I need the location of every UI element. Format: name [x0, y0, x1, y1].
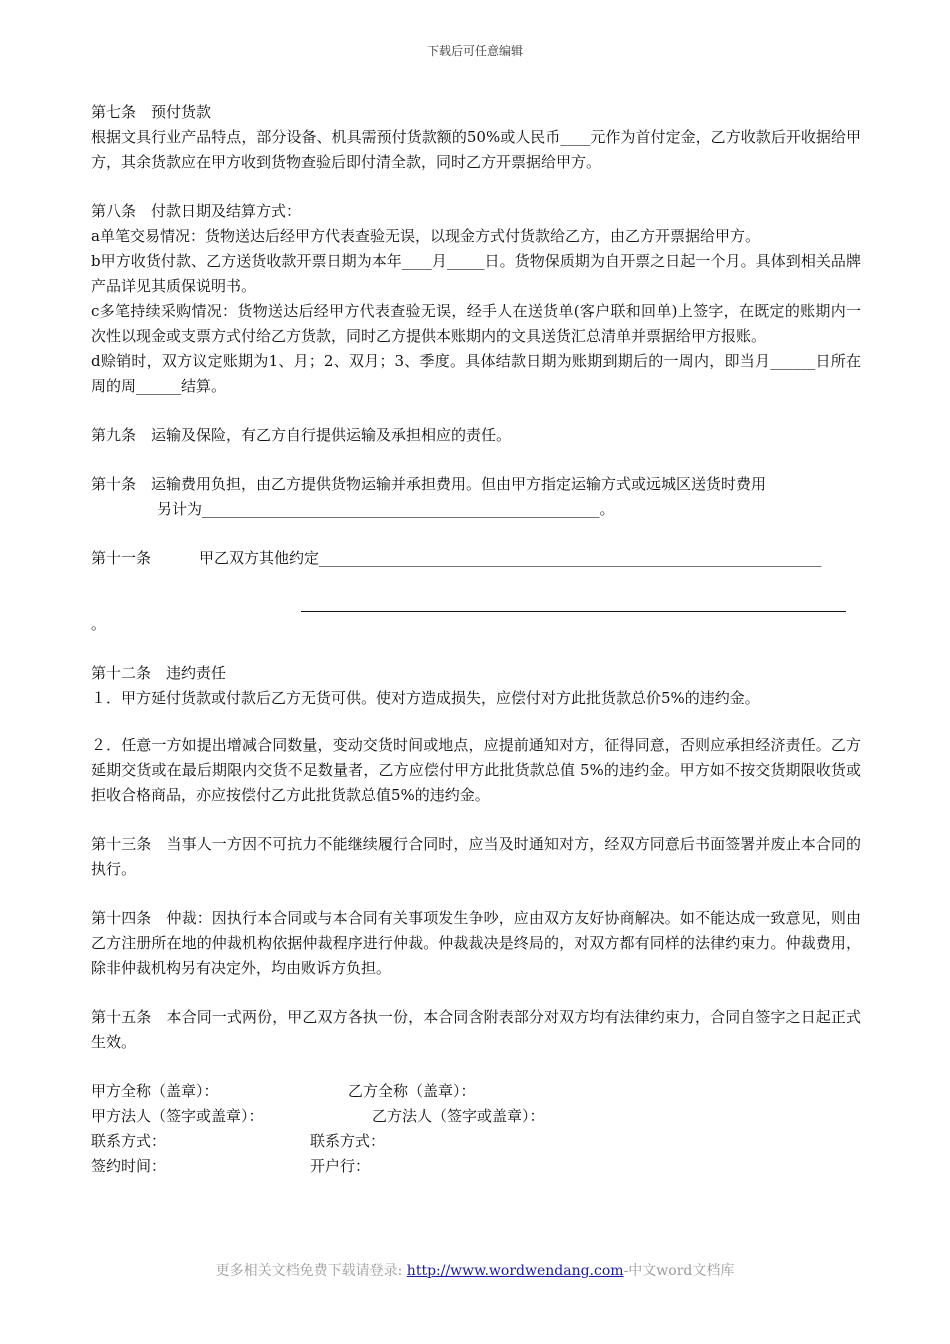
article-8-item-a: a单笔交易情况：货物送达后经甲方代表查验无误，以现金方式付货款给乙方，由乙方开票据给甲方。	[91, 227, 760, 245]
contract-body	[91, 100, 861, 1179]
article-11-end: 。	[91, 615, 107, 633]
article-11	[91, 546, 861, 571]
party-a-rep-label: 甲方法人（签字或盖章）：	[91, 1107, 264, 1125]
party-a-contact-label: 联系方式：	[91, 1132, 167, 1150]
party-b-rep-label: 乙方法人（签字或盖章）：	[372, 1107, 545, 1125]
party-b-name-label: 乙方全称（盖章）：	[348, 1082, 476, 1100]
bank-label: 开户行：	[310, 1157, 371, 1175]
signature-row-rep	[91, 1104, 861, 1129]
article-9: 第九条 运输及保险，有乙方自行提供运输及承担相应的责任。	[91, 426, 512, 444]
party-b-contact-label: 联系方式：	[310, 1132, 386, 1150]
footer-suffix: -中文word文档库	[623, 1263, 735, 1279]
article-14: 第十四条 仲裁：因执行本合同或与本合同有关事项发生争吵，应由双方友好协商解决。如不能达成一致意见，则由乙方注册所在地的仲裁机构依据仲裁程序进行仲裁。仲裁裁决是终局的，对双方都有同样的法律约束力。仲裁费用，除非仲裁机构另有决定外，均由败诉方负担。	[91, 909, 861, 977]
article-8-item-c: c多笔持续采购情况：货物送达后经甲方代表查验无误，经手人在送货单(客户联和回单)上签字，在既定的账期内一次性以现金或支票方式付给乙方货款，同时乙方提供本账期内的文具送货汇总清单并票据给甲方报账。	[91, 302, 861, 345]
article-8-item-b: b甲方收货付款、乙方送货收款开票日期为本年____月_____日。货物保质期为自开票之日起一个月。具体到相关品牌产品详见其质保说明书。	[91, 252, 861, 295]
page-header: 下载后可任意编辑	[426, 44, 523, 58]
article-11-label: 第十一条	[91, 549, 152, 567]
article-10-line2: 另计为_____________________________________________________。	[157, 500, 615, 518]
article-11-text: 甲乙双方其他约定___________________________________________________________________	[199, 549, 822, 567]
signature-row-date	[91, 1154, 861, 1179]
article-12-p1: １．甲方延付货款或付款后乙方无货可供。使对方造成损失，应偿付对方此批货款总价5%的违约金。	[91, 689, 760, 707]
sign-date-label: 签约时间：	[91, 1157, 167, 1175]
article-13: 第十三条 当事人一方因不可抗力不能继续履行合同时，应当及时通知对方，经双方同意后书面签署并废止本合同的执行。	[91, 835, 861, 878]
footer-prefix: 更多相关文档免费下载请登录:	[215, 1263, 407, 1279]
article-8-item-d: d赊销时，双方议定账期为1、月；2、双月；3、季度。具体结款日期为账期到期后的一周内，即当月______日所在周的周______结算。	[91, 352, 861, 395]
article-12-p2: ２．任意一方如提出增减合同数量，变动交货时间或地点，应提前通知对方，征得同意，否则应承担经济责任。乙方延期交货或在最后期限内交货不足数量者，乙方应偿付甲方此批货款总值 5%的违约金。甲方如不按交货期限收货或拒收合格商品，亦应按偿付乙方此批货款总值5%的违约金。	[91, 736, 861, 804]
party-a-name-label: 甲方全称（盖章）：	[91, 1082, 219, 1100]
page-footer	[0, 1260, 950, 1280]
article-12-title: 第十二条 违约责任	[91, 664, 227, 682]
article-11-blank-line	[301, 591, 846, 612]
article-10-line1: 第十条 运输费用负担，由乙方提供货物运输并承担费用。但由甲方指定运输方式或远城区送货时费用	[91, 475, 767, 493]
article-7-body: 根据文具行业产品特点，部分设备、机具需预付货款额的50%或人民币____元作为首付定金，乙方收款后开收据给甲方，其余货款应在甲方收到货物查验后即付清全款，同时乙方开票据给甲方。	[91, 128, 861, 171]
article-15: 第十五条 本合同一式两份，甲乙双方各执一份，本合同含附表部分对双方均有法律约束力，合同自签字之日起正式生效。	[91, 1008, 861, 1051]
article-8-title: 第八条 付款日期及结算方式：	[91, 202, 302, 220]
signature-row-contact	[91, 1129, 861, 1154]
footer-link[interactable]: http://www.wordwendang.com	[406, 1263, 624, 1279]
signature-row-name	[91, 1079, 861, 1104]
article-7-title: 第七条 预付货款	[91, 103, 212, 121]
